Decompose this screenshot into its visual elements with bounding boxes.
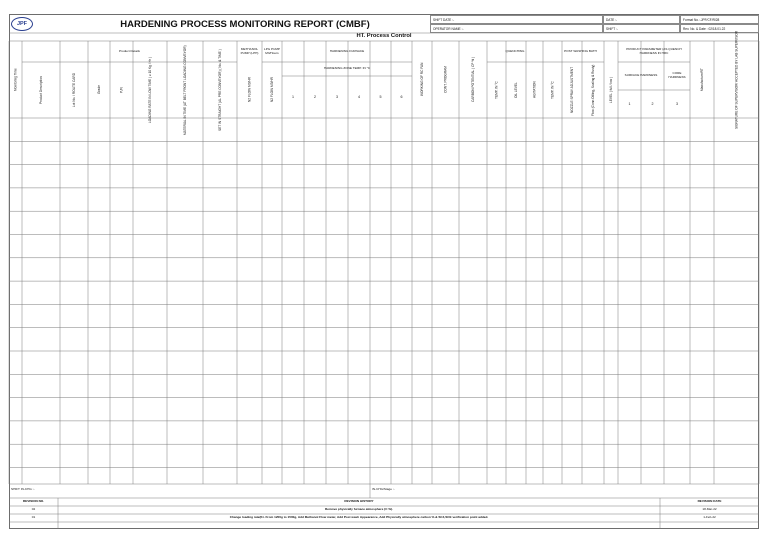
col-pn: P./N — [119, 87, 124, 93]
zone-number: 5 — [379, 95, 382, 99]
col-core-hardness: CORE HARDNESS — [668, 71, 686, 79]
group-quenching: QUENCHING — [505, 48, 525, 53]
hardness-point-number: 1 — [628, 102, 631, 106]
col-lot-no: Lot No. / ROUTE CARD — [72, 73, 76, 108]
group-product-parameter: PRODUCT PARAMETER (AS QUENCH HARDNESS IN HRC — [626, 46, 682, 55]
date-field[interactable]: DATE :- — [603, 15, 680, 24]
col-n2-flow-2: N2 FLOW M3/HR — [270, 77, 274, 103]
zone-number: 2 — [314, 95, 316, 99]
shift-incharge-label: SHIFT IN-CHG :- — [11, 487, 35, 491]
revision-number: Rev. No. & Date : 02/18.01.22 — [680, 24, 759, 33]
col-working-rc-fan: WORKING OF RC FAN — [420, 62, 424, 97]
revision-row-date: 1-Feb-22 — [703, 515, 716, 519]
col-n2-flow: N2 FLOW M3/HR — [247, 77, 252, 103]
hardness-point-number: 2 — [651, 102, 654, 106]
revision-row-history: Remove physically furnace atmosphere (C %). — [325, 507, 393, 511]
zone-number: 4 — [358, 95, 360, 99]
group-post-washing: POST WASHING BATH — [564, 48, 597, 53]
revision-history-header: REVISION HISTORY — [344, 499, 374, 503]
col-cont-program: CONT. PROGRAM — [443, 66, 448, 93]
revision-row-no: 02 — [31, 507, 36, 511]
col-set-in-straight: SET IN STRAIGHT (AL PRE CONVEYOR) ( No. & TIME ) — [218, 49, 222, 131]
col-product-description: Product Description — [39, 76, 43, 104]
col-material-in-time: MATERIAL IN TIME (AT BELT FRONT LOADING CONVEYOR) — [183, 45, 187, 135]
zone-number: 1 — [292, 95, 294, 99]
revision-date-header: REVISION DATE — [697, 499, 722, 503]
section-title: HT. Process Control — [356, 33, 412, 39]
format-number: Format No.:-JPF/CF/R/28 — [680, 15, 759, 24]
col-surface-hardness: SURFACE HARDNESS — [624, 73, 658, 78]
col-pw-temp: TEMP. IN °C — [550, 81, 555, 99]
col-lpg-pump: LPG PUMP M3/Hours — [264, 46, 280, 55]
report-title: HARDENING PROCESS MONITORING REPORT (CMBF) — [120, 19, 370, 30]
incharge-stage-label: IN-CHG/Stage :- — [372, 487, 395, 491]
group-zone-temp: HARDENING ZONE TEMP. IN °C — [323, 66, 371, 71]
col-quench-oil-level: OIL LEVEL — [514, 82, 518, 98]
col-methanol-pump: METHANOL PUMP (LPH) — [240, 46, 259, 55]
col-monitoring-time: Monitoring Time — [13, 68, 18, 91]
col-quench-temp: TEMP. IN °C — [494, 81, 499, 99]
col-carbon-potential: CARBON POTENTIAL ( CP % ) — [471, 57, 475, 102]
revision-row-date: 18-Mar-22 — [702, 507, 717, 511]
operator-name-field[interactable]: OPERATOR NAME :- — [430, 24, 603, 33]
zone-number: 3 — [336, 95, 338, 99]
col-grade: Grade — [97, 85, 101, 95]
group-product-details: Product Details — [119, 48, 140, 53]
col-manufacturer: Manufacture/RT — [700, 68, 704, 91]
col-quench-agitation: AGITATION — [532, 81, 537, 99]
shift-date-field[interactable]: SHIFT DATE :- — [430, 15, 603, 24]
hardness-point-number: 3 — [676, 102, 678, 106]
group-hardening-furnace: HARDENING FURNACE — [329, 48, 365, 53]
zone-number: 6 — [400, 95, 403, 99]
company-logo: JPF — [11, 17, 33, 31]
col-signature: SIGNATURE OF SUPERVISOR/ ACCEPTED BY LAB SUPERVISOR — [734, 30, 739, 129]
col-loading-rate: LOADING RATE IN LOW TIME ( ≥ 10 Kg / Hr ) — [148, 57, 152, 123]
col-pw-nozzle: NOZZLE SPRAY ADJUSTMENT — [570, 66, 574, 114]
col-pw-level: LEVEL ( full / low ) — [609, 76, 613, 104]
revision-row-history: Change loading rate(Kr. From 1200g to 1500g, Add Methanol Flow meter, Add Post wash Appearance, Add Physically atmosphere carbon % & SC4,SCE verification point added. — [229, 515, 489, 519]
col-pw-flow: Flow (Conn Oilling, Scaling & Rusty) — [591, 64, 595, 116]
revision-row-no: 01 — [31, 515, 36, 519]
shift-field[interactable]: SHIFT :- — [603, 24, 680, 33]
revision-no-header: REVISION NO. — [22, 499, 45, 503]
